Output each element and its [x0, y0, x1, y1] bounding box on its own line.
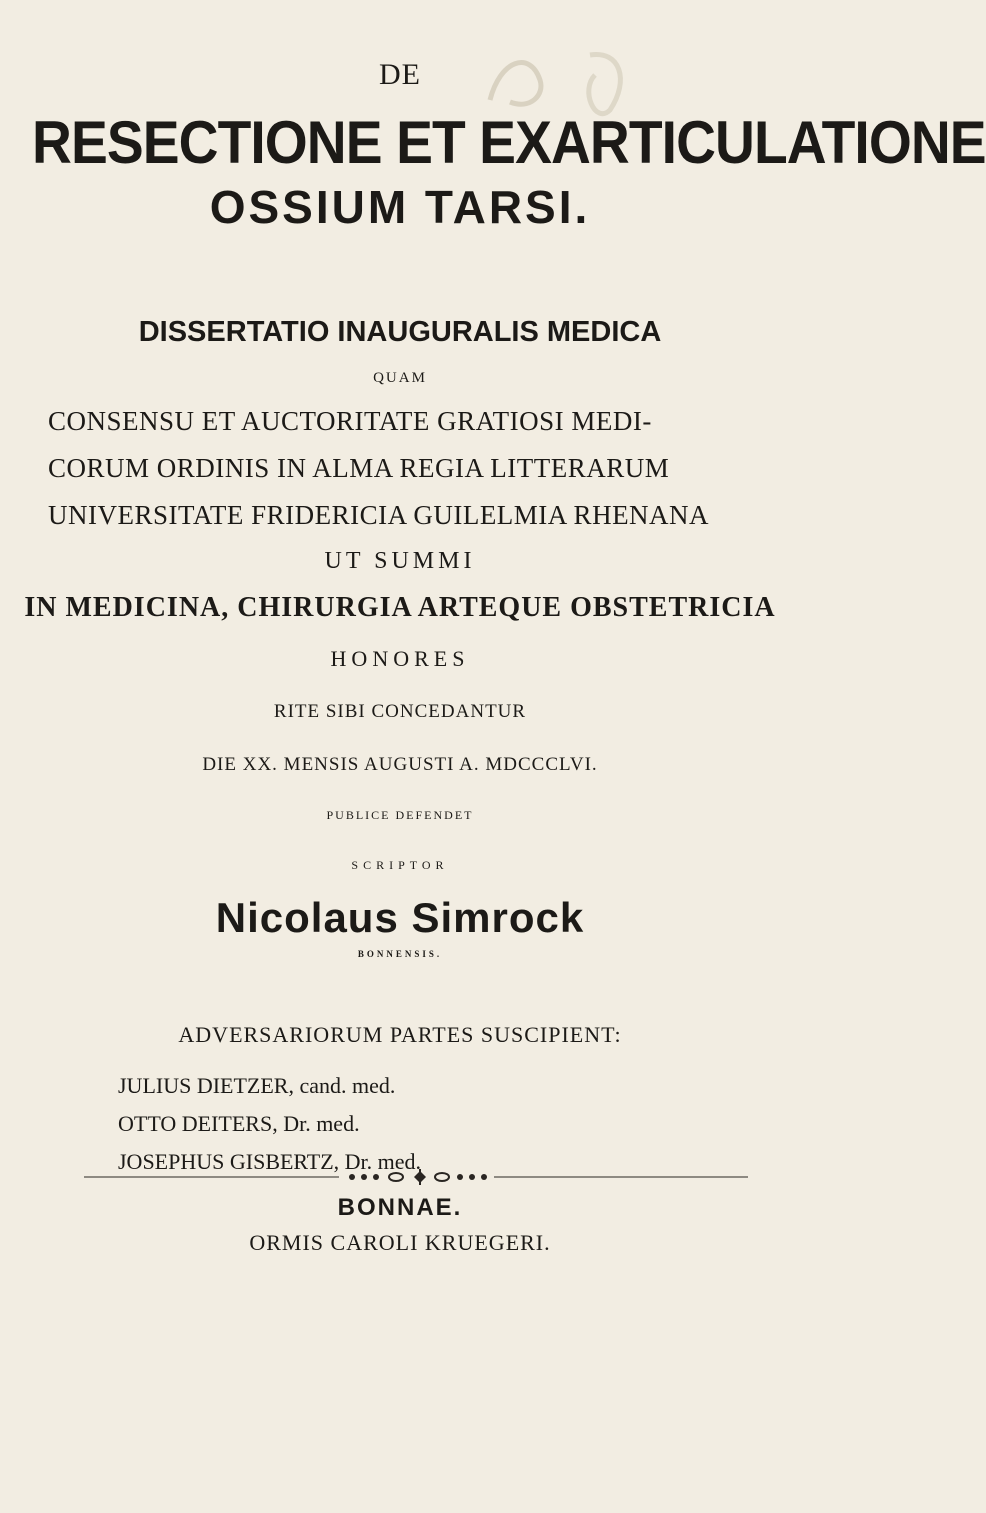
opponent-item: OTTO DEITERS, Dr. med. — [118, 1111, 360, 1136]
faculties-line: IN MEDICINA, CHIRURGIA ARTEQUE OBSTETRICIA — [24, 592, 776, 623]
publice-defendet: PUBLICE DEFENDET — [326, 808, 474, 822]
honores: HONORES — [330, 646, 470, 671]
title-line-2: OSSIUM TARSI. — [209, 181, 591, 233]
ut-summi: UT SUMMI — [324, 548, 476, 574]
opponents-heading: ADVERSARIORUM PARTES SUSCIPIENT: — [178, 1022, 622, 1047]
dissertation-subtitle: DISSERTATIO INAUGURALIS MEDICA — [138, 316, 662, 348]
author-origin: BONNENSIS. — [357, 949, 443, 959]
rite-line: RITE SIBI CONCEDANTUR — [273, 701, 527, 722]
ornamental-divider — [84, 1168, 748, 1186]
consensus-paragraph — [48, 398, 758, 539]
opponents-list — [118, 1067, 421, 1181]
opponent-item: JULIUS DIETZER, cand. med. — [118, 1073, 396, 1098]
scriptor-label: SCRIPTOR — [351, 858, 449, 872]
author-name: Nicolaus Simrock — [215, 894, 585, 941]
title-preposition: DE — [379, 58, 421, 91]
opponent-item: JOSEPHUS GISBERTZ, Dr. med. — [118, 1149, 422, 1174]
consensus-line: CONSENSU ET AUCTORITATE GRATIOSI MEDI- — [48, 406, 652, 436]
title-line-1: RESECTIONE ET EXARTICULATIONE — [32, 109, 986, 176]
consensus-line: CORUM ORDINIS IN ALMA REGIA LITTERARUM — [48, 453, 670, 483]
imprint-city: BONNAE. — [337, 1194, 463, 1221]
imprint-printer: ORMIS CAROLI KRUEGERI. — [249, 1230, 551, 1255]
consensus-line: UNIVERSITATE FRIDERICIA GUILELMIA RHENANA — [48, 500, 710, 530]
quam-word: QUAM — [373, 370, 427, 386]
defense-date: DIE XX. MENSIS AUGUSTI A. MDCCCLVI. — [202, 754, 598, 775]
